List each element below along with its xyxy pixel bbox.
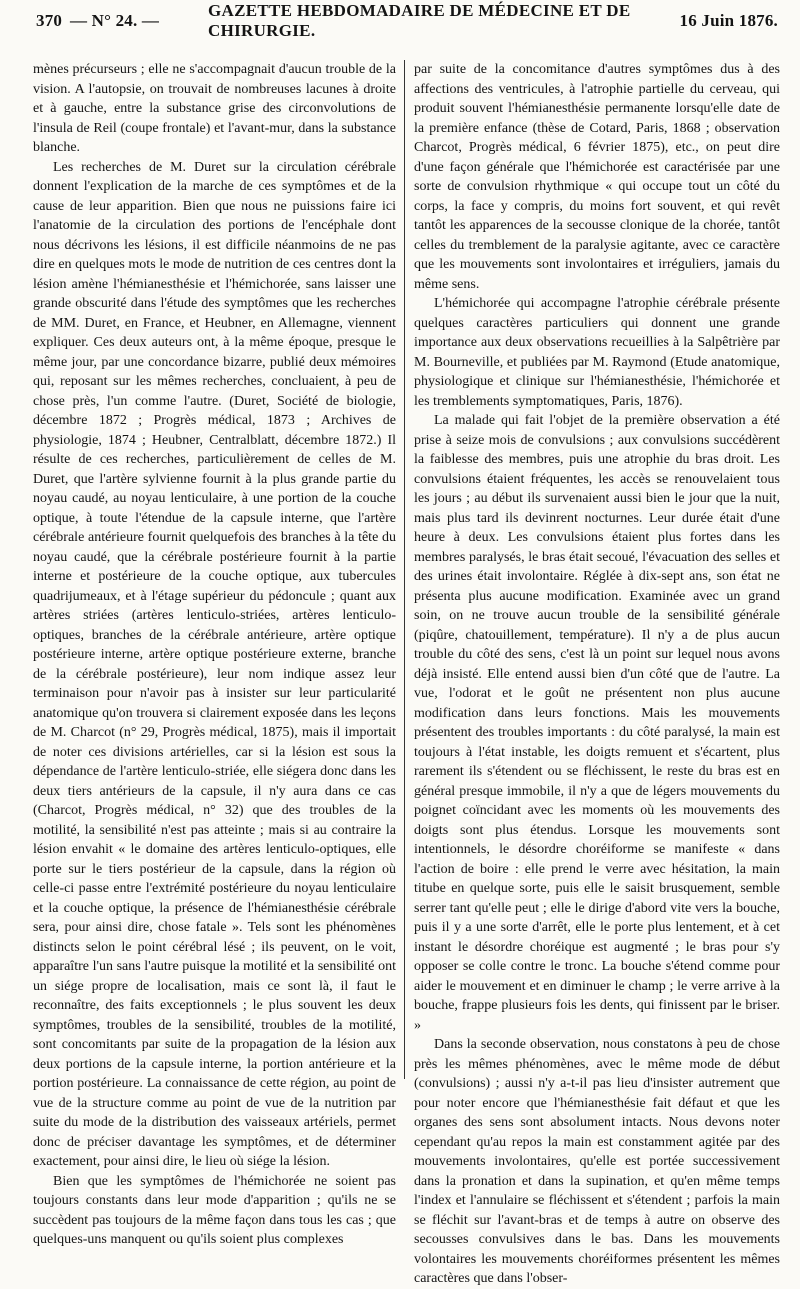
paragraph: La malade qui fait l'objet de la première observation a été prise à seize mois de convulsions ; aux convulsions succédèrent la faiblesse des membres, puis une atrophie du bras droit. Les convulsions étaient fréquentes, les accès se renouvelaient tous les jours ; au début ils survenaient aussi bien le jour que la nuit, mais plus tard ils devinrent nocturnes. Leur durée était d'une heure à deux. Les convulsions étaient plus fortes dans les membres paralysés, le bras était secoué, l'évacuation des selles et des urines était involontaire. Réglée à dix-sept ans, son état ne présenta plus aucune modification. Examinée avec un grand soin, on ne trouve aucun trouble de la sensibilité générale (piqûre, chatouillement, température). Il n'y a de plus aucun trouble du côté des sens, c'est là un point sur lequel nous avons déjà insisté. Elle entend aussi bien d'un côté que de l'autre. La vue, l'odorat et le goût ne présentent non plus aucune modification dans leurs fonctions. Mais les mouvements présentent des troubles importants : du côté paralysé, la main est toujours à l'état instable, les doigts remuent et s'écartent, plus rarement ils s'étendent ou se fléchissent, le reste du bras est en général presque immobile, il n'y a que de légers mouvements du poignet coïncidant avec les moments où les mouvements des doigts sont plus étendus. Lorsque les mouvements sont intentionnels, le désordre choréiforme se manifeste « dans l'action de boire : elle prend le verre avec hésitation, la main titube en quelque sorte, puis elle le saisit brusquement, semble serrer tant qu'elle peut ; elle le dirige d'abord vite vers la bouche, puis il y a une sorte d'arrêt, elle le porte plus lentement, et à cet instant le désordre choréique est augmenté ; le bras pour s'y opposer se colle contre le tronc. La bouche s'étend comme pour aider le mouvement et en diminuer le champ ; le verre arrive à la bouche, frappe plusieurs fois les dents, qui finissent par le briser. » <box>414 413 780 1033</box>
left-column <box>33 60 396 1247</box>
paragraph: par suite de la concomitance d'autres symptômes dus à des affections des ventricules, à l'atrophie partielle du cerveau, qui produit souvent l'hémianesthésie permanente lorsqu'elle date de la première enfance (thèse de Cotard, Paris, 1868 ; observation Charcot, Progrès médical, 6 février 1875), etc., on peut dire d'une façon générale que l'hémichorée est caractérisée par une sorte de convulsion rhythmique « qui occupe tout un côté du corps, la face y compris, du moins fort souvent, et qui revêt tantôt les apparences de la secousse clonique de la chorée, tantôt celles du tremblement de la paralysie agitante, avec ce caractère que les mouvements sont involontaires et irréguliers, jamais du même sens. <box>414 62 780 292</box>
paragraph: L'hémichorée qui accompagne l'atrophie cérébrale présente quelques caractères particuliers qui donnent une grande importance aux deux observations recueillies à la Salpêtrière par M. Bourneville, et publiées par M. Raymond (Etude anatomique, physiologique et clinique sur l'hémianesthésie, l'hémichorée et les tremblements symptomatiques, Paris, 1876). <box>414 296 780 409</box>
column-divider <box>404 60 405 1079</box>
journal-title: GAZETTE HEBDOMADAIRE DE MÉDECINE ET DE CHIRURGIE. <box>208 1 631 40</box>
paragraph: Bien que les symptômes de l'hémichorée ne soient pas toujours constants dans leur mode d'apparition ; qu'ils ne se succèdent pas toujours de la même façon dans tous les cas ; que quelques-uns manquent ou qu'ils soient plus complexes <box>33 1173 396 1247</box>
issue-date: 16 Juin 1876. <box>679 11 778 30</box>
text-columns <box>33 60 780 1286</box>
paragraph: Dans la seconde observation, nous constatons à peu de chose près les mêmes phénomènes, avec le même mode de début (convulsions) ; aussi n'y a-t-il pas lieu d'insister autrement que pour noter encore que l'hémianesthésie fait défaut et que les organes des sens sont absolument intacts. Nous devons noter cependant qu'au repos la main est constamment agitée par des mouvements involontaires, qu'elle est portée successivement dans la pronation et dans la supination, et qu'en même temps l'index et l'annulaire se fléchissent et s'étendent ; parfois la main se fléchit sur l'avant-bras et de temps à autre on observe des secousses convulsives dans le bas. Dans les mouvements volontaires les mouvements choréiformes présentent les mêmes caractères que dans l'obser- <box>414 1037 780 1286</box>
paragraph: Les recherches de M. Duret sur la circulation cérébrale donnent l'explication de la marche de ces symptômes et de la cause de leur apparition. Bien que nous ne puissions faire ici l'anatomie de la circulation des portions de l'encéphale dont nous décrivons les lésions, il est difficile néanmoins de ne pas dire en quelques mots le mode de nutrition de ces centres dont la lésion amène l'hémianesthésie et l'hémichorée, sans laisser une grande obscurité dans l'étude des symptômes que les recherches de MM. Duret, en France, et Heubner, en Allemagne, viennent expliquer. Ces deux auteurs ont, à la même époque, presque le même jour, par une concordance bizarre, publié deux mémoires qui, reposant sur les mêmes recherches, concluaient, à peu de chose près, l'un comme l'autre. (Duret, Société de biologie, décembre 1872 ; Progrès médical, 1873 ; Archives de physiologie, 1874 ; Heubner, Centralblatt, décembre 1872.) Il résulte de ces recherches, particulièrement de celles de M. Duret, que l'artère sylvienne fournit à la plus grande partie du noyau caudé, au noyau lenticulaire, à une portion de la couche optique, à toute l'étendue de la capsule interne, que l'artère cérébrale antérieure fournit quelquefois des branches à la tête du noyau caudé, que la cérébrale postérieure fournit à la partie interne et postérieure de la couche optique, aux tubercules quadrijumeaux, et à l'étage supérieur du pédoncule ; quant aux artères striées (artères lenticulo-striées, artères lenticulo-optiques, branches de la cérébrale antérieure, artère optique postérieure interne, artère optique postérieure externe, branche de la cérébrale postérieure), leur nom indique assez leur terminaison pour n'avoir pas à insister sur leur particularité anatomique qu'on trouvera si clairement exposée dans les leçons de M. Charcot (n° 29, Progrès médical, 1875), mais il importait de noter ces divisions artérielles, car si la lésion est sous la dépendance de l'artère lenticulo-striée, elle siégera donc dans les deux tiers antérieurs de la capsule, il n'y aura dans ce cas (Charcot, Progrès médical, n° 32) que des troubles de la motilité, la sensibilité n'est pas atteinte ; mais si au contraire la lésion envahit « le domaine des artères lenticulo-optiques, elle porte sur le tiers postérieur de la capsule, dans la région où celle-ci passe entre l'extrémité postérieure du noyau lenticulaire et la couche optique, la présence de l'hémianesthésie cérébrale sera, pour ainsi dire, chose fatale ». Tels sont les phénomènes distincts selon le point cérébral lésé ; ils peuvent, on le voit, apparaître l'un sans l'autre puisque la motilité et la sensibilité ont un siége propre de localisation, mais ce sont là, il faut le reconnaître, des faits exceptionnels ; le plus souvent les deux symptômes, troubles de la sensibilité, troubles de la motilité, sont concomitants par suite de la propagation de la lésion aux deux portions de la capsule interne, la portion antérieure et la portion postérieure. La connaissance de cette région, au point de vue de la structure comme au point de vue de la nutrition par suite du mode de la distribution des vaisseaux artériels, permet donc de préciser davantage les symptômes, et de déterminer exactement, pour ainsi dire, le lieu où siége la lésion. <box>33 159 396 1169</box>
issue-number: — N° 24. — <box>70 11 160 30</box>
right-column <box>414 60 780 1286</box>
running-header <box>36 1 778 40</box>
page-number: 370 <box>36 11 63 30</box>
paragraph: mènes précurseurs ; elle ne s'accompagnait d'aucun trouble de la vision. A l'autopsie, on trouvait de nombreuses lacunes à droite et à gauche, entre la substance grise des circonvolutions de l'insula de Reil (coupe frontale) et l'avant-mur, dans la substance blanche. <box>33 62 396 155</box>
